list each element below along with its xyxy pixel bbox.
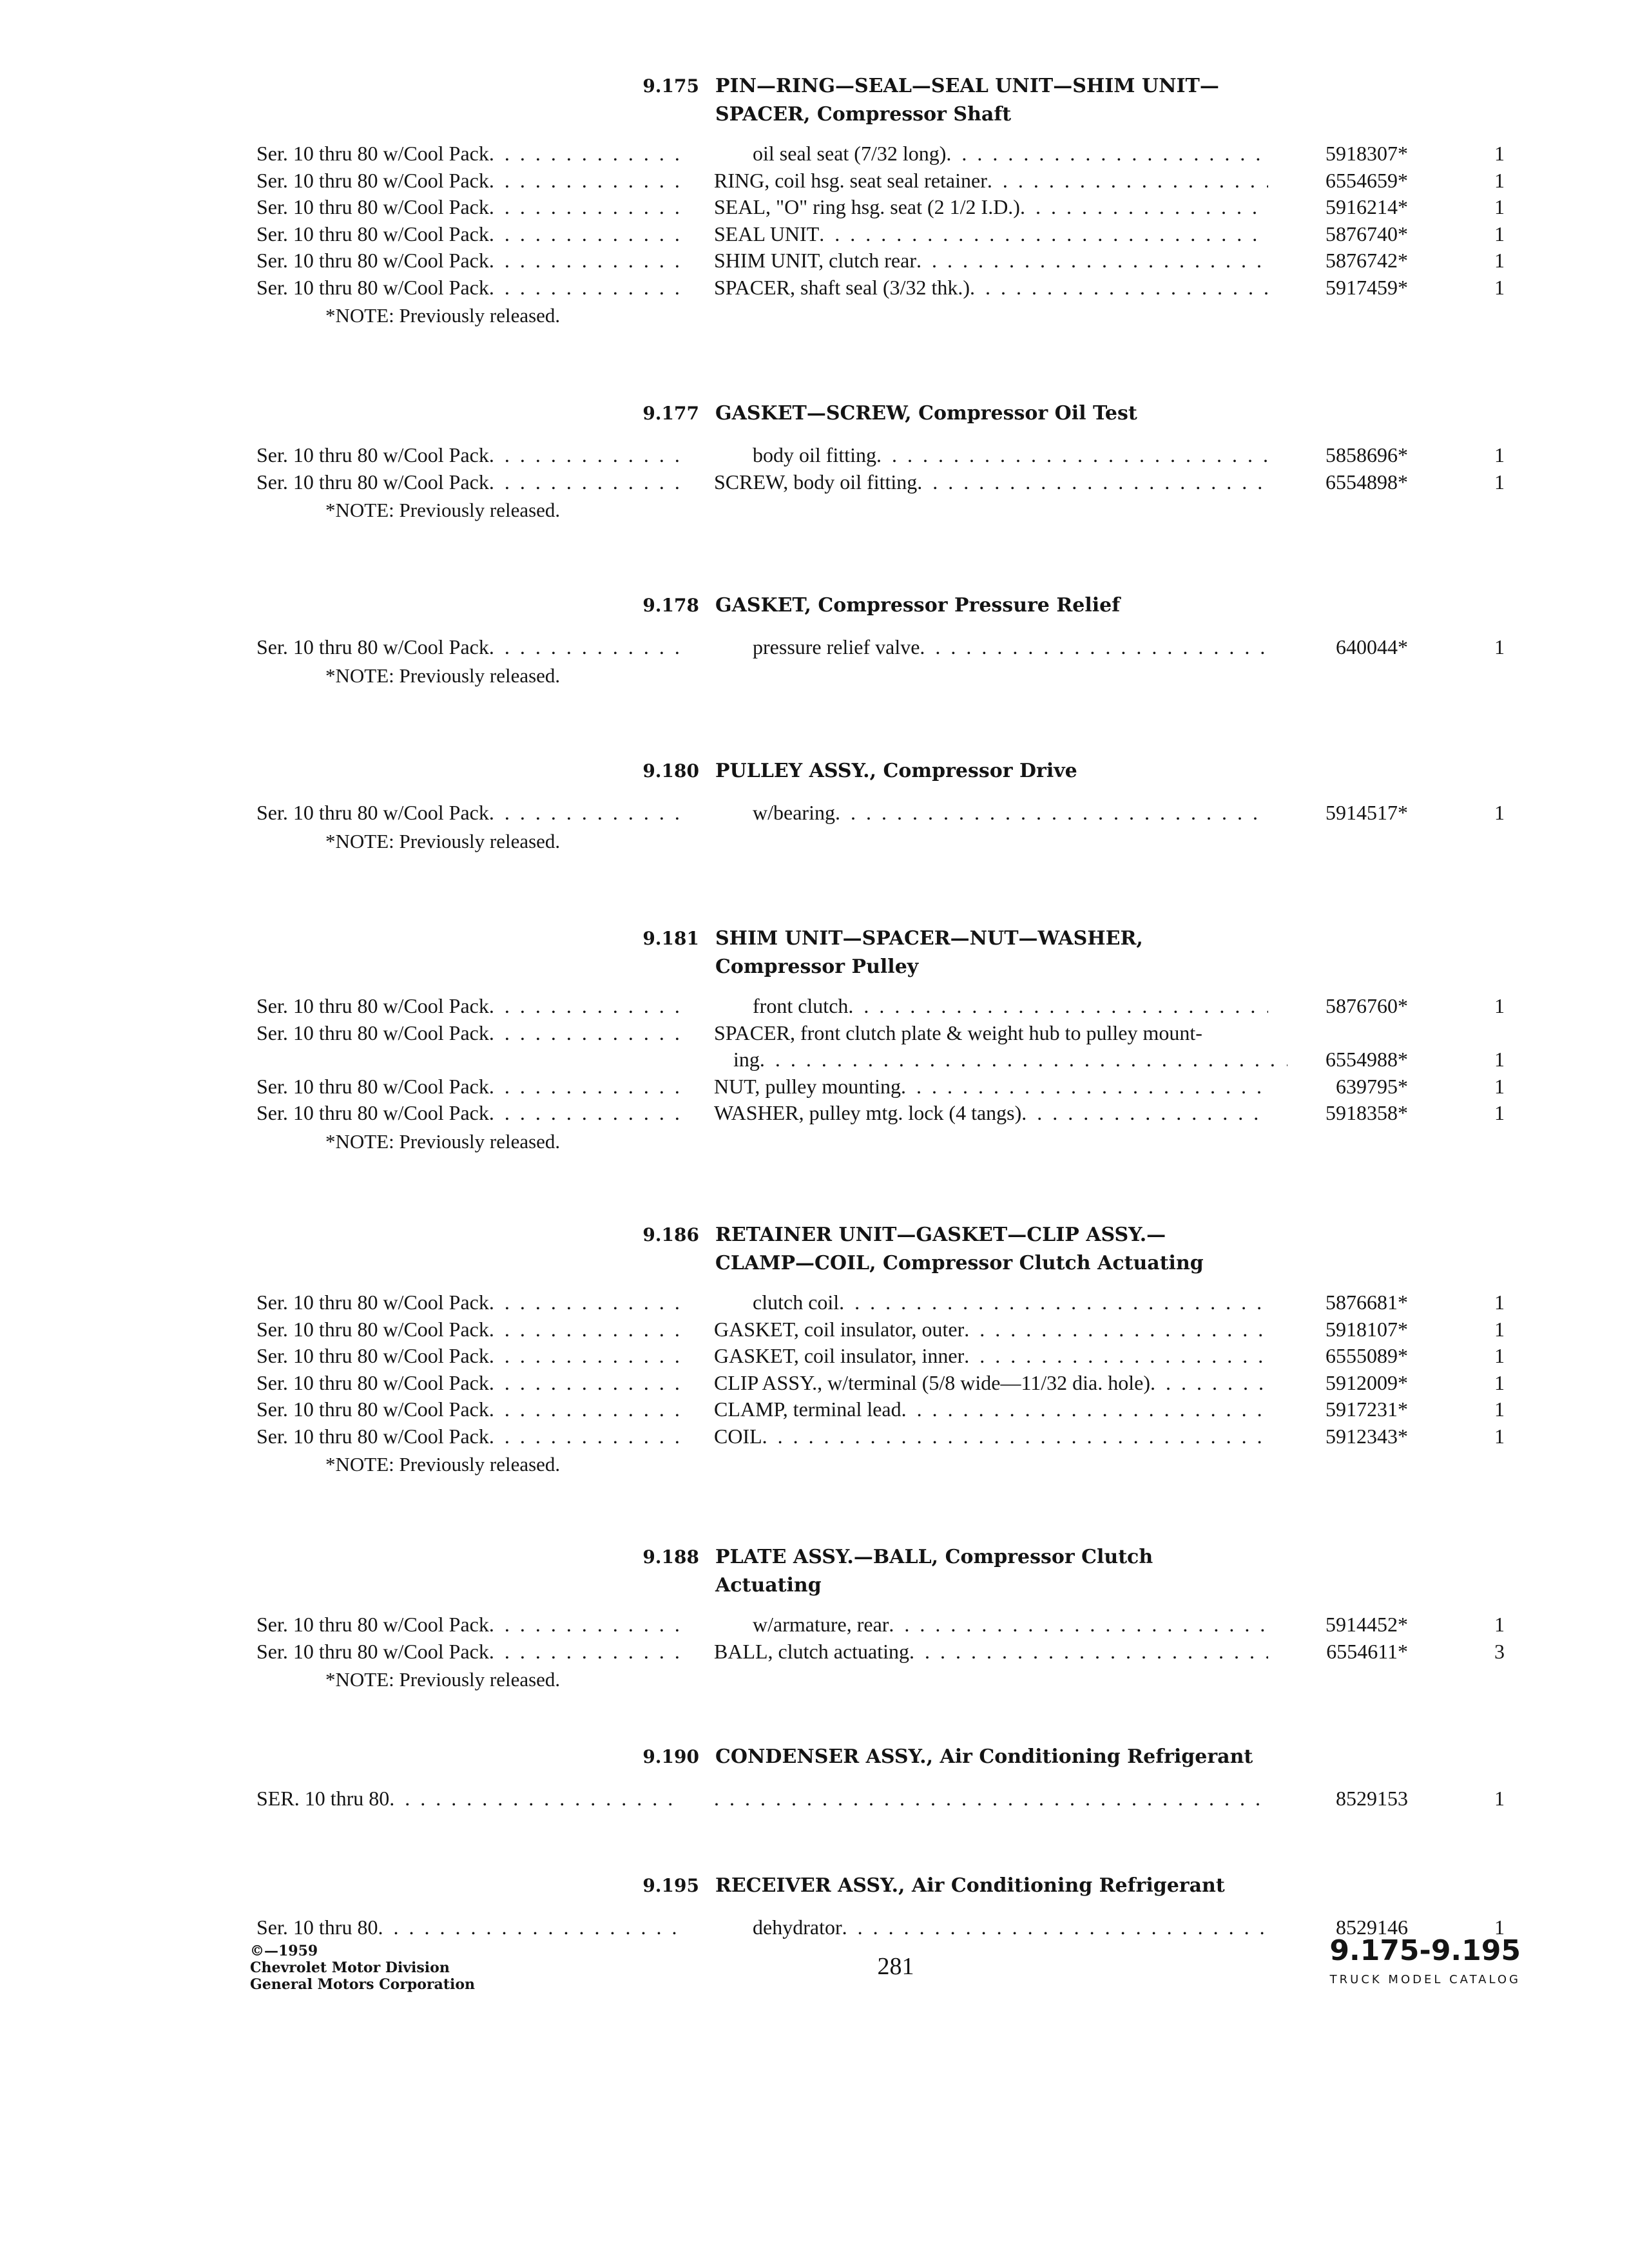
series-cell [256, 1638, 683, 1665]
quantity: 1 [1494, 222, 1505, 245]
part-number: 5912343* [1325, 1424, 1408, 1448]
dot-leader [876, 441, 1268, 468]
dot-leader [946, 140, 1268, 167]
part-row [0, 1611, 1629, 1638]
part-number: 5917459* [1325, 275, 1408, 299]
quantity [1472, 1019, 1505, 1046]
series-text: Ser. 10 thru 80 w/Cool Pack [256, 635, 489, 658]
series-cell [256, 1611, 683, 1638]
dot-leader [1020, 193, 1268, 220]
section-number: 9.180 [642, 760, 699, 782]
description-text: SPACER, shaft seal (3/32 thk.) [714, 275, 970, 299]
part-number: 5918107* [1325, 1317, 1408, 1341]
series-cell [256, 247, 683, 274]
dot-leader [762, 1423, 1268, 1450]
dot-leader [489, 193, 683, 220]
description-text: RING, coil hsg. seat seal retainer [714, 168, 987, 192]
part-row [0, 799, 1629, 826]
description-cell [714, 247, 1268, 274]
description-cell [714, 1396, 1268, 1423]
dot-leader [489, 247, 683, 274]
dot-leader [917, 468, 1268, 495]
description-text: CLIP ASSY., w/terminal (5/8 wide—11/32 dia. hole) [714, 1370, 1150, 1394]
dot-leader [909, 1638, 1268, 1665]
part-row [0, 1785, 1629, 1812]
dot-leader [819, 220, 1268, 247]
section-title-line: PULLEY ASSY., Compressor Drive [715, 760, 1077, 782]
part-number: 6554898* [1325, 470, 1408, 494]
section-title-line: SHIM UNIT—SPACER—NUT—WASHER, [715, 927, 1143, 950]
quantity: 1 [1494, 1291, 1505, 1314]
part-row [0, 193, 1629, 220]
description-cell [714, 1316, 1268, 1343]
section-note: *NOTE: Previously released. [325, 1668, 561, 1691]
part-number: 5876681* [1325, 1291, 1408, 1314]
series-cell [256, 799, 683, 826]
series-text: Ser. 10 thru 80 w/Cool Pack [256, 195, 489, 218]
section-title [715, 399, 1315, 428]
description-text: SEAL UNIT [714, 222, 820, 245]
quantity: 1 [1494, 249, 1505, 272]
quantity: 1 [1494, 443, 1505, 466]
part-number: 5876740* [1325, 222, 1408, 245]
description-text: SPACER, front clutch plate & weight hub to pulley mount- [714, 1021, 1202, 1044]
part-number [1279, 1019, 1408, 1046]
series-text: Ser. 10 thru 80 w/Cool Pack [256, 470, 489, 494]
description-cell [714, 274, 1268, 301]
copyright-line: Chevrolet Motor Division [250, 1959, 450, 1976]
description-text: front clutch [753, 994, 849, 1017]
series-text: Ser. 10 thru 80 w/Cool Pack [256, 801, 489, 824]
dot-leader [489, 1019, 683, 1046]
dot-leader [901, 1396, 1268, 1423]
part-number: 5916214* [1325, 195, 1408, 218]
description-cell [714, 1073, 1268, 1100]
description-cell [714, 633, 1268, 660]
dot-leader [489, 1289, 683, 1316]
dot-leader [760, 1046, 1287, 1073]
series-text: Ser. 10 thru 80 w/Cool Pack [256, 275, 489, 299]
dot-leader [489, 1396, 683, 1423]
series-text: Ser. 10 thru 80 w/Cool Pack [256, 1074, 489, 1098]
section-title [715, 72, 1315, 129]
description-text: WASHER, pulley mtg. lock (4 tangs) [714, 1101, 1022, 1124]
copyright-line: General Motors Corporation [250, 1976, 476, 1993]
part-row [0, 140, 1629, 167]
description-text: clutch coil [753, 1291, 840, 1314]
series-text: Ser. 10 thru 80 w/Cool Pack [256, 1613, 489, 1636]
section-title-line: RECEIVER ASSY., Air Conditioning Refrigerant [715, 1874, 1225, 1897]
dot-leader [489, 992, 683, 1019]
part-row [0, 247, 1629, 274]
part-row [0, 1289, 1629, 1316]
catalog-name: TRUCK MODEL CATALOG [1329, 1973, 1521, 1986]
section-note: *NOTE: Previously released. [325, 1129, 561, 1153]
series-text: Ser. 10 thru 80 w/Cool Pack [256, 1424, 489, 1448]
part-number: 5876742* [1325, 249, 1408, 272]
series-text: Ser. 10 thru 80 [256, 1916, 378, 1939]
description-text: SEAL, "O" ring hsg. seat (2 1/2 I.D.) [714, 195, 1020, 218]
part-number: 8529153 [1336, 1787, 1408, 1810]
dot-leader [378, 1914, 683, 1941]
series-cell [256, 1396, 683, 1423]
description-text: oil seal seat (7/32 long) [753, 142, 947, 165]
description-cell [714, 468, 1268, 495]
dot-leader [489, 799, 683, 826]
part-number: 6554611* [1326, 1639, 1408, 1663]
description-cell [714, 1099, 1268, 1126]
section-number: 9.195 [642, 1875, 699, 1896]
series-cell [256, 193, 683, 220]
dot-leader [489, 1423, 683, 1450]
dot-leader [901, 1073, 1268, 1100]
series-cell [256, 441, 683, 468]
description-text: SHIM UNIT, clutch rear [714, 249, 916, 272]
dot-leader [489, 1316, 683, 1343]
part-number: 6555089* [1325, 1344, 1408, 1367]
section-title-line: SPACER, Compressor Shaft [715, 103, 1012, 126]
dot-leader [987, 167, 1268, 194]
description-cell [714, 1785, 1268, 1812]
dot-leader [1150, 1369, 1268, 1396]
part-row [0, 167, 1629, 194]
part-number: 5914517* [1325, 801, 1408, 824]
description-cell [714, 799, 1268, 826]
part-number: 5918307* [1325, 142, 1408, 165]
series-text: Ser. 10 thru 80 w/Cool Pack [256, 1639, 489, 1663]
quantity: 1 [1494, 1344, 1505, 1367]
series-text: Ser. 10 thru 80 w/Cool Pack [256, 1317, 489, 1341]
part-number: 5917231* [1325, 1398, 1408, 1421]
series-text: SER. 10 thru 80 [256, 1787, 390, 1810]
series-text: Ser. 10 thru 80 w/Cool Pack [256, 1398, 489, 1421]
series-cell [256, 1785, 683, 1812]
part-row [0, 1099, 1629, 1126]
quantity: 1 [1494, 1613, 1505, 1636]
part-number: 6554659* [1325, 168, 1408, 192]
part-row [0, 1369, 1629, 1396]
section-note: *NOTE: Previously released. [325, 304, 561, 327]
section-title [715, 1743, 1315, 1771]
series-cell [256, 992, 683, 1019]
section-title [715, 757, 1315, 785]
series-cell [256, 1099, 683, 1126]
series-text: Ser. 10 thru 80 w/Cool Pack [256, 1021, 489, 1044]
series-cell [256, 1073, 683, 1100]
description-text: CLAMP, terminal lead [714, 1398, 901, 1421]
quantity: 1 [1494, 168, 1505, 192]
section-note: *NOTE: Previously released. [325, 664, 561, 687]
dot-leader [489, 167, 683, 194]
series-cell [256, 1914, 683, 1941]
part-number: 8529146 [1336, 1916, 1408, 1939]
description-text: dehydrator [753, 1916, 842, 1939]
part-number: 6554988* [1325, 1048, 1408, 1071]
description-text: SCREW, body oil fitting [714, 470, 918, 494]
part-row [0, 1423, 1629, 1450]
quantity: 1 [1494, 195, 1505, 218]
part-row [0, 1073, 1629, 1100]
description-cell [714, 140, 1268, 167]
part-row [0, 633, 1629, 660]
dot-leader [489, 1099, 683, 1126]
part-row [0, 1342, 1629, 1369]
series-text: Ser. 10 thru 80 w/Cool Pack [256, 1344, 489, 1367]
description-cell [714, 1019, 1268, 1046]
quantity: 1 [1494, 470, 1505, 494]
description-cell [714, 1289, 1268, 1316]
dot-leader [489, 1638, 683, 1665]
dot-leader [1021, 1099, 1268, 1126]
part-number: 5876760* [1325, 994, 1408, 1017]
series-text: Ser. 10 thru 80 w/Cool Pack [256, 168, 489, 192]
dot-leader [489, 274, 683, 301]
series-cell [256, 633, 683, 660]
description-cell [714, 220, 1268, 247]
part-row [0, 1396, 1629, 1423]
dot-leader [489, 633, 683, 660]
series-cell [256, 1423, 683, 1450]
description-cell [714, 167, 1268, 194]
series-cell [256, 140, 683, 167]
part-row [0, 992, 1629, 1019]
part-number: 5918358* [1325, 1101, 1408, 1124]
dot-leader [839, 1289, 1268, 1316]
quantity: 1 [1494, 1424, 1505, 1448]
dot-leader [489, 441, 683, 468]
part-row [0, 441, 1629, 468]
series-text: Ser. 10 thru 80 w/Cool Pack [256, 249, 489, 272]
section-title-line: GASKET, Compressor Pressure Relief [715, 594, 1121, 617]
dot-leader [489, 220, 683, 247]
quantity: 1 [1494, 1101, 1505, 1124]
dot-leader [842, 1914, 1268, 1941]
series-text: Ser. 10 thru 80 w/Cool Pack [256, 443, 489, 466]
part-row [0, 1046, 1629, 1073]
description-text: ing [733, 1048, 760, 1071]
series-text: Ser. 10 thru 80 w/Cool Pack [256, 222, 489, 245]
section-number: 9.190 [642, 1746, 699, 1767]
section-number: 9.181 [642, 928, 699, 949]
section-title-line: Actuating [715, 1574, 822, 1597]
section-title [715, 925, 1315, 981]
section-title-line: CONDENSER ASSY., Air Conditioning Refrigerant [715, 1745, 1253, 1768]
quantity: 3 [1494, 1639, 1505, 1663]
section-title-line: RETAINER UNIT—GASKET—CLIP ASSY.— [715, 1224, 1166, 1246]
series-text: Ser. 10 thru 80 w/Cool Pack [256, 142, 489, 165]
series-cell [256, 167, 683, 194]
dot-leader [970, 274, 1268, 301]
part-row [0, 220, 1629, 247]
quantity: 1 [1494, 142, 1505, 165]
section-note: *NOTE: Previously released. [325, 1453, 561, 1475]
dot-leader [489, 1342, 683, 1369]
section-number: 9.188 [642, 1546, 699, 1568]
dot-leader [964, 1342, 1268, 1369]
dot-leader [489, 468, 683, 495]
part-row [0, 468, 1629, 495]
section-title [715, 1872, 1315, 1900]
part-row [0, 1019, 1629, 1046]
dot-leader [835, 799, 1268, 826]
description-cell [714, 1342, 1268, 1369]
part-row [0, 274, 1629, 301]
part-number: 640044* [1336, 635, 1408, 658]
quantity: 1 [1494, 275, 1505, 299]
part-number: 5858696* [1325, 443, 1408, 466]
series-cell [256, 1289, 683, 1316]
series-cell [256, 468, 683, 495]
part-number: 639795* [1336, 1074, 1408, 1098]
quantity: 1 [1494, 1916, 1505, 1939]
quantity: 1 [1494, 1398, 1505, 1421]
section-number: 9.177 [642, 403, 699, 424]
description-cell [714, 193, 1268, 220]
description-text: w/bearing [753, 801, 835, 824]
dot-leader [889, 1611, 1268, 1638]
copyright-block [250, 1943, 475, 1993]
series-cell [256, 1019, 683, 1046]
series-cell [256, 274, 683, 301]
description-text: NUT, pulley mounting [714, 1074, 901, 1098]
series-cell [256, 220, 683, 247]
description-text: GASKET, coil insulator, inner [714, 1344, 965, 1367]
description-cell [714, 1046, 1287, 1073]
section-title [715, 1221, 1315, 1278]
quantity: 1 [1494, 1074, 1505, 1098]
quantity: 1 [1494, 635, 1505, 658]
section-title [715, 1543, 1315, 1600]
series-cell [256, 1046, 683, 1073]
section-note: *NOTE: Previously released. [325, 829, 561, 852]
section-title-line: GASKET—SCREW, Compressor Oil Test [715, 402, 1137, 425]
series-cell [256, 1342, 683, 1369]
description-cell [714, 1423, 1268, 1450]
dot-leader [389, 1785, 683, 1812]
section-number: 9.175 [642, 75, 699, 97]
part-number: 5912009* [1325, 1370, 1408, 1394]
description-text: BALL, clutch actuating [714, 1639, 910, 1663]
section-title-line: PIN—RING—SEAL—SEAL UNIT—SHIM UNIT— [715, 75, 1219, 97]
copyright-line: ©—1959 [250, 1943, 318, 1959]
quantity: 1 [1494, 994, 1505, 1017]
description-text: pressure relief valve [753, 635, 920, 658]
series-cell [256, 1369, 683, 1396]
dot-leader [916, 247, 1268, 274]
dot-leader [489, 1611, 683, 1638]
dot-leader [714, 1785, 1268, 1812]
page-number: 281 [877, 1953, 914, 1980]
section-title [715, 591, 1315, 620]
part-number: 5914452* [1325, 1613, 1408, 1636]
quantity: 1 [1494, 1787, 1505, 1810]
section-title-line: Compressor Pulley [715, 956, 919, 978]
dot-leader [489, 1073, 683, 1100]
description-text: COIL [714, 1424, 762, 1448]
description-cell [714, 441, 1268, 468]
section-title-line: CLAMP—COIL, Compressor Clutch Actuating [715, 1252, 1204, 1274]
dot-leader [489, 140, 683, 167]
section-title-line: PLATE ASSY.—BALL, Compressor Clutch [715, 1546, 1153, 1568]
description-text: w/armature, rear [753, 1613, 889, 1636]
quantity: 1 [1494, 1048, 1505, 1071]
description-cell [714, 1611, 1268, 1638]
description-cell [714, 1638, 1268, 1665]
series-text: Ser. 10 thru 80 w/Cool Pack [256, 994, 489, 1017]
section-number: 9.186 [642, 1224, 699, 1245]
description-text: GASKET, coil insulator, outer [714, 1317, 965, 1341]
description-cell [714, 1914, 1268, 1941]
part-row [0, 1638, 1629, 1665]
quantity: 1 [1494, 801, 1505, 824]
section-number: 9.178 [642, 595, 699, 616]
dot-leader [920, 633, 1268, 660]
dot-leader [848, 992, 1268, 1019]
series-text: Ser. 10 thru 80 w/Cool Pack [256, 1101, 489, 1124]
description-cell [714, 992, 1268, 1019]
dot-leader [964, 1316, 1268, 1343]
description-text: body oil fitting [753, 443, 876, 466]
section-range: 9.175-9.195 [1329, 1934, 1521, 1967]
section-note: *NOTE: Previously released. [325, 499, 561, 521]
dot-leader [489, 1369, 683, 1396]
part-row [0, 1316, 1629, 1343]
quantity: 1 [1494, 1370, 1505, 1394]
series-text: Ser. 10 thru 80 w/Cool Pack [256, 1370, 489, 1394]
series-cell [256, 1316, 683, 1343]
description-cell [714, 1369, 1268, 1396]
quantity: 1 [1494, 1317, 1505, 1341]
series-text: Ser. 10 thru 80 w/Cool Pack [256, 1291, 489, 1314]
